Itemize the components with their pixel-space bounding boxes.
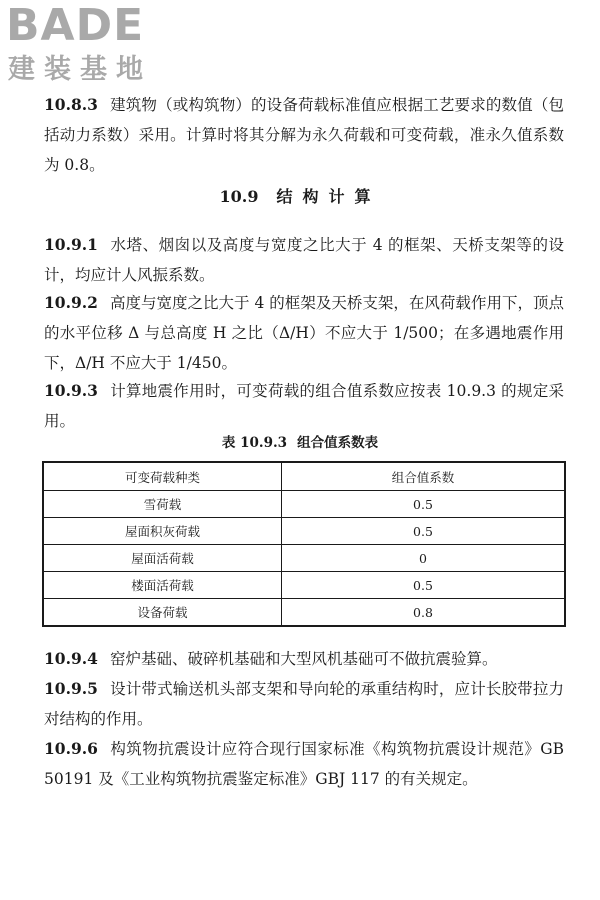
- clause-10-9-5: [44, 674, 564, 734]
- clause-text: 构筑物抗震设计应符合现行国家标准《构筑物抗震设计规范》GB 50191 及《工业构筑物抗震鉴定标准》GBJ 117 的有关规定。: [44, 740, 564, 788]
- clause-number: 10.9.3: [44, 381, 98, 400]
- clause-10-9-2: [44, 288, 564, 378]
- clause-10-9-3: [44, 376, 564, 436]
- table-row: [43, 518, 565, 545]
- table-row: [43, 491, 565, 518]
- clause-number: 10.9.5: [44, 679, 98, 698]
- table-cell-coefficient: 0: [282, 545, 566, 572]
- clause-text: 窑炉基础、破碎机基础和大型风机基础可不做抗震验算。: [109, 650, 498, 668]
- section-heading: [0, 185, 600, 209]
- clause-number: 10.9.2: [44, 293, 98, 312]
- clause-number: 10.8.3: [44, 95, 98, 114]
- clause-10-9-6: [44, 734, 564, 794]
- table-cell-load-type: 雪荷载: [43, 491, 282, 518]
- table-cell-load-type: 屋面活荷载: [43, 545, 282, 572]
- clause-text: 建筑物（或构筑物）的设备荷载标准值应根据工艺要求的数值（包括动力系数）采用。计算时将其分解为永久荷载和可变荷载，准永久值系数为 0.8。: [44, 96, 564, 174]
- section-number: 10.9: [219, 187, 259, 206]
- table-header-cell: 可变荷载种类: [43, 462, 282, 491]
- combination-coefficient-table: [42, 461, 566, 627]
- clause-10-8-3: [44, 90, 564, 180]
- logo-main-text: BADE: [6, 0, 145, 51]
- clause-text: 高度与宽度之比大于 4 的框架及天桥支架，在风荷载作用下，顶点的水平位移 Δ 与总高度 H 之比（Δ/H）不应大于 1/500；在多遇地震作用下，Δ/H 不应大于 1/450。: [44, 294, 564, 372]
- watermark-logo: [6, 2, 186, 92]
- table-header-cell: 组合值系数: [282, 462, 566, 491]
- table-header-row: [43, 462, 565, 491]
- clause-10-9-1: [44, 230, 564, 290]
- logo-sub-text: 建装基地: [8, 54, 152, 85]
- table-cell-coefficient: 0.5: [282, 491, 566, 518]
- table-cell-coefficient: 0.5: [282, 572, 566, 599]
- table-cell-coefficient: 0.5: [282, 518, 566, 545]
- clause-text: 计算地震作用时，可变荷载的组合值系数应按表 10.9.3 的规定采用。: [44, 382, 564, 430]
- table-row: [43, 545, 565, 572]
- table-cell-coefficient: 0.8: [282, 599, 566, 627]
- table-row: [43, 572, 565, 599]
- clause-text: 设计带式输送机头部支架和导向轮的承重结构时，应计长胶带拉力对结构的作用。: [44, 680, 564, 728]
- table-caption-number: 表 10.9.3: [221, 435, 288, 451]
- clause-number: 10.9.4: [44, 649, 98, 668]
- clause-number: 10.9.1: [44, 235, 98, 254]
- table-cell-load-type: 屋面积灰荷载: [43, 518, 282, 545]
- clause-number: 10.9.6: [44, 739, 98, 758]
- table-row: [43, 599, 565, 627]
- table-cell-load-type: 设备荷载: [43, 599, 282, 627]
- table-caption: [0, 433, 600, 453]
- table-cell-load-type: 楼面活荷载: [43, 572, 282, 599]
- section-title: 结构计算: [276, 187, 381, 206]
- table-caption-title: 组合值系数表: [297, 435, 379, 451]
- clause-text: 水塔、烟囱以及高度与宽度之比大于 4 的框架、天桥支架等的设计，均应计人风振系数。: [44, 236, 564, 284]
- clause-10-9-4: [44, 644, 564, 674]
